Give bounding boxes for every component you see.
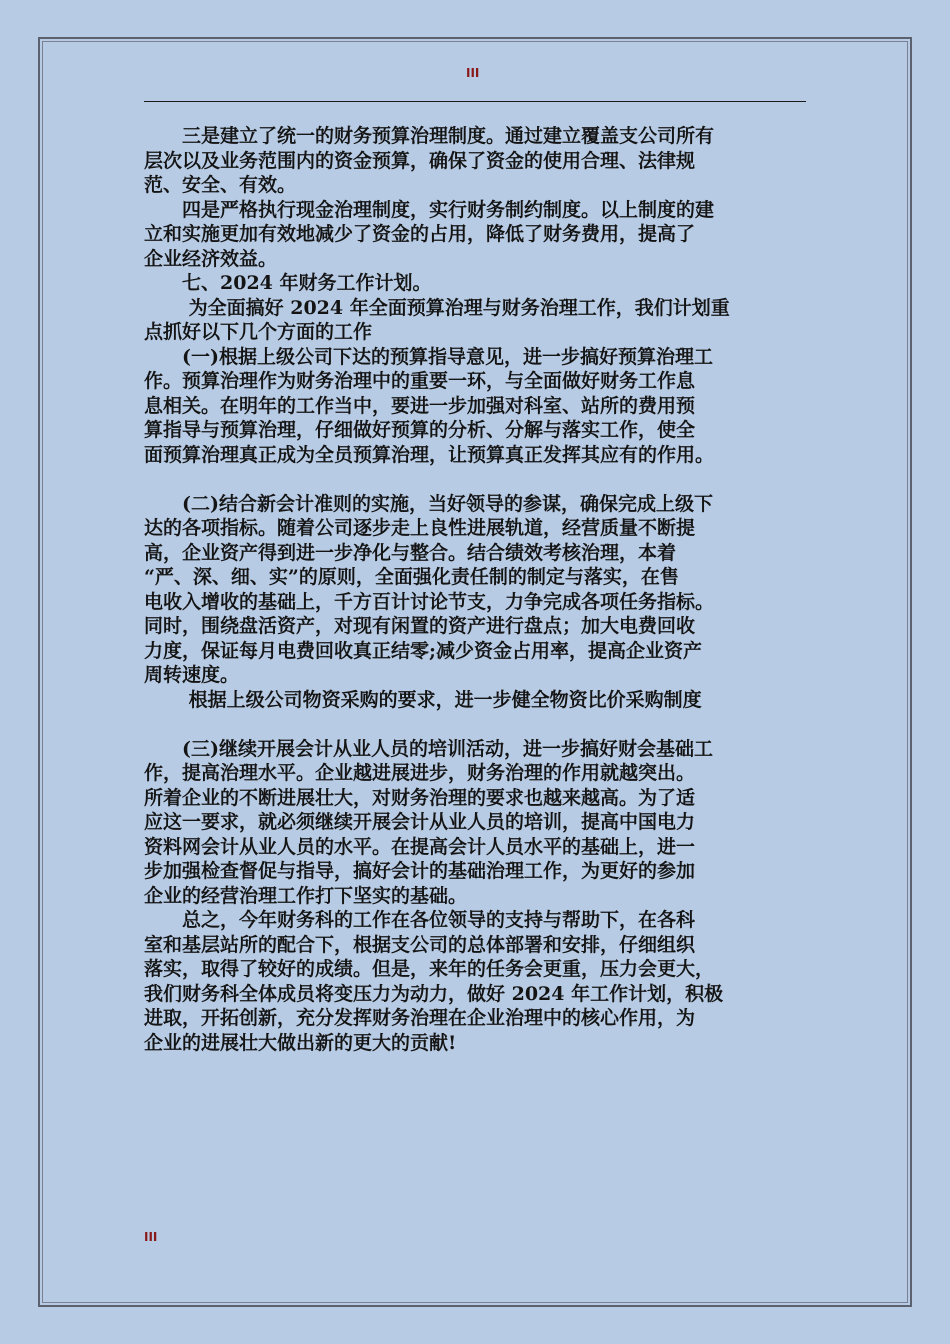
body-line: 层次以及业务范围内的资金预算，确保了资金的使用合理、法律规: [144, 149, 696, 172]
body-line: 室和基层站所的配合下，根据支公司的总体部署和安排，仔细组织: [144, 933, 696, 956]
body-line: 立和实施更加有效地减少了资金的占用，降低了财务费用，提高了: [144, 223, 696, 245]
blank-line: [144, 467, 820, 492]
blank-line: [144, 712, 820, 737]
body-line: 总之，今年财务科的工作在各位领导的支持与帮助下，在各科: [144, 909, 696, 931]
body-line: (一)根据上级公司下达的预算指导意见，进一步搞好预算治理工: [144, 345, 713, 368]
body-line: 面预算治理真正成为全员预算治理，让预算真正发挥其应有的作用。: [144, 443, 715, 466]
body-line: 点抓好以下几个方面的工作: [144, 321, 373, 343]
body-line: 力度，保证每月电费回收真正结零;减少资金占用率，提高企业资产: [144, 639, 703, 662]
body-line: 电收入增收的基础上，千方百计讨论节支，力争完成各项任务指标。: [144, 590, 715, 613]
body-line: 企业的经营治理工作打下坚实的基础。: [144, 884, 468, 907]
body-line: 资料网会计从业人员的水平。在提高会计人员水平的基础上，进一: [144, 835, 696, 858]
body-line: 应这一要求，就必须继续开展会计从业人员的培训，提高中国电力: [144, 811, 696, 833]
body-line: 高，企业资产得到进一步净化与整合。结合绩效考核治理，本着: [144, 541, 677, 564]
body-line: 进取，开拓创新，充分发挥财务治理在企业治理中的核心作用，为: [144, 1007, 696, 1029]
body-line: 四是严格执行现金治理制度，实行财务制约制度。以上制度的建: [144, 198, 715, 221]
body-line: 落实，取得了较好的成绩。但是，来年的任务会更重，压力会更大，: [144, 958, 715, 980]
body-line: 企业的进展壮大做出新的更大的贡献!: [144, 1031, 457, 1054]
body-line: 息相关。在明年的工作当中，要进一步加强对科室、站所的费用预: [144, 394, 696, 417]
body-line: 算指导与预算治理，仔细做好预算的分析、分解与落实工作，使全: [144, 419, 696, 441]
section-heading: 七、2024 年财务工作计划。: [144, 272, 432, 294]
body-line: 范、安全、有效。: [144, 174, 297, 196]
body-line: “严、深、细、实”的原则，全面强化责任制的制定与落实，在售: [144, 566, 679, 588]
header-divider: [144, 101, 806, 102]
body-line: 根据上级公司物资采购的要求，进一步健全物资比价采购制度: [144, 688, 702, 711]
document-body: [144, 124, 820, 1055]
body-line: (二)结合新会计准则的实施，当好领导的参谋，确保完成上级下: [144, 492, 713, 515]
body-line: 我们财务科全体成员将变压力为动力，做好 2024 年工作计划，积极: [144, 982, 724, 1005]
footer-mark: III: [144, 1230, 158, 1244]
body-line: 三是建立了统一的财务预算治理制度。通过建立覆盖支公司所有: [144, 125, 715, 147]
body-line: 周转速度。: [144, 664, 240, 686]
body-line: (三)继续开展会计从业人员的培训活动，进一步搞好财会基础工: [144, 737, 713, 760]
body-line: 作。预算治理作为财务治理中的重要一环，与全面做好财务工作息: [144, 370, 696, 392]
body-line: 步加强检查督促与指导，搞好会计的基础治理工作，为更好的参加: [144, 860, 696, 882]
body-line: 为全面搞好 2024 年全面预算治理与财务治理工作，我们计划重: [144, 296, 730, 319]
body-line: 达的各项指标。随着公司逐步走上良性进展轨道，经营质量不断提: [144, 517, 696, 539]
header-mark: III: [466, 66, 480, 80]
body-line: 企业经济效益。: [144, 247, 278, 270]
body-line: 所着企业的不断进展壮大，对财务治理的要求也越来越高。为了适: [144, 786, 696, 809]
body-line: 同时，围绕盘活资产，对现有闲置的资产进行盘点；加大电费回收: [144, 615, 696, 637]
body-line: 作，提高治理水平。企业越进展进步，财务治理的作用就越突出。: [144, 762, 696, 784]
